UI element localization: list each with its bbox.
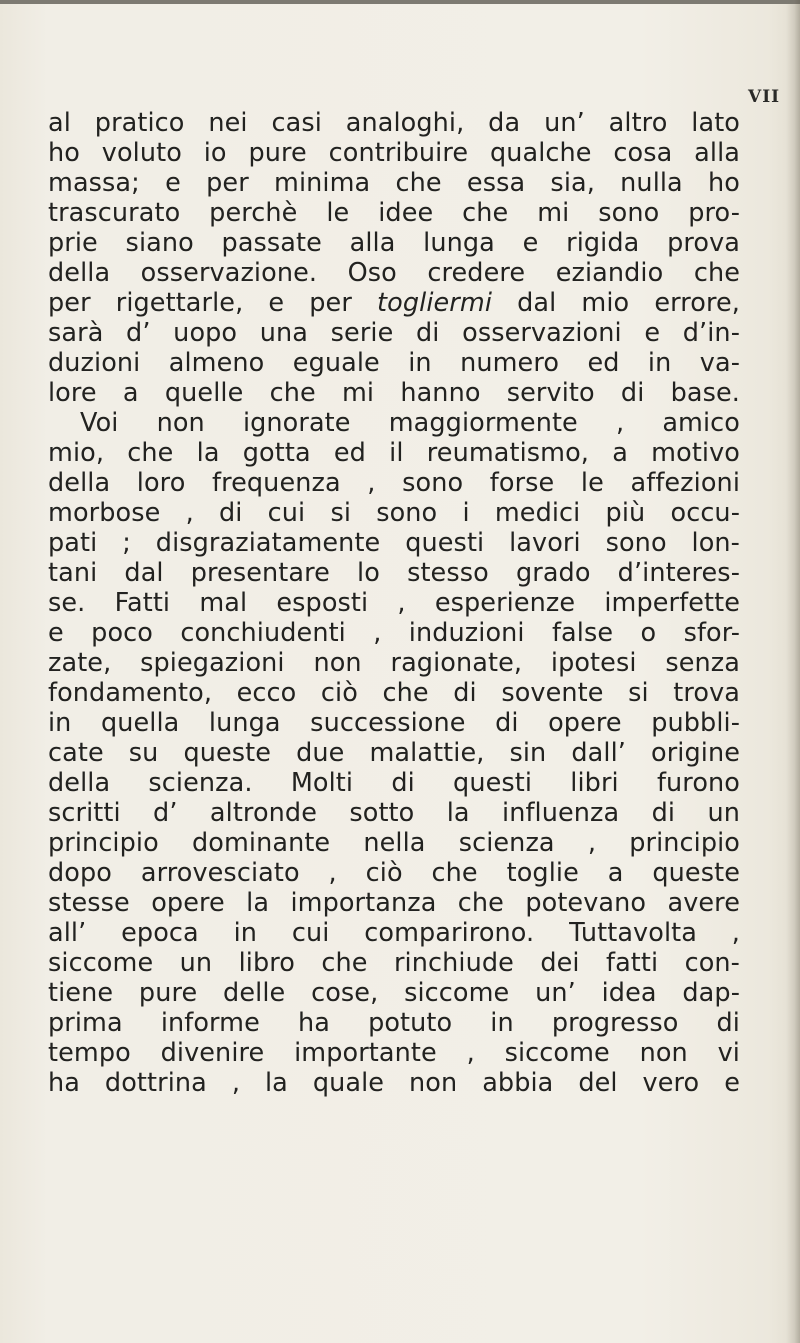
text-line: prima informe ha potuto in progresso di — [48, 1008, 740, 1038]
text-line: sarà d’ uopo una serie di osservazioni e d’in- — [48, 318, 740, 348]
italic-word: togliermi — [377, 288, 492, 318]
text-line: lore a quelle che mi hanno servito di base. — [48, 378, 740, 408]
text-line: principio dominante nella scienza , principio — [48, 828, 740, 858]
paragraph-start-line: Voi non ignorate maggiormente , amico — [80, 408, 740, 438]
text-line: zate, spiegazioni non ragionate, ipotesi senza — [48, 648, 740, 678]
text-line: ho voluto io pure contribuire qualche cosa alla — [48, 138, 740, 168]
text-line: all’ epoca in cui comparirono. Tuttavolta , — [48, 918, 740, 948]
text-segment: per rigettarle, e per — [48, 288, 352, 318]
text-line: fondamento, ecco ciò che di sovente si trova — [48, 678, 740, 708]
text-line: trascurato perchè le idee che mi sono pro- — [48, 198, 740, 228]
text-line: pati ; disgraziatamente questi lavori sono lon- — [48, 528, 740, 558]
text-segment: dal mio errore, — [517, 288, 740, 318]
page-number: VII — [748, 87, 781, 107]
top-edge-rule — [0, 0, 800, 4]
text-line: della osservazione. Oso credere eziandio che — [48, 258, 740, 288]
text-line: al pratico nei casi analoghi, da un’ altro lato — [48, 108, 740, 138]
text-line — [48, 288, 740, 318]
text-line: duzioni almeno eguale in numero ed in va- — [48, 348, 740, 378]
text-line: ha dottrina , la quale non abbia del vero e — [48, 1068, 740, 1098]
text-line: della loro frequenza , sono forse le affezioni — [48, 468, 740, 498]
text-line: della scienza. Molti di questi libri furono — [48, 768, 740, 798]
text-line: prie siano passate alla lunga e rigida prova — [48, 228, 740, 258]
body-text — [48, 108, 740, 1098]
text-line: tiene pure delle cose, siccome un’ idea dap- — [48, 978, 740, 1008]
text-line: dopo arrovesciato , ciò che toglie a queste — [48, 858, 740, 888]
page-binding-shadow — [786, 0, 800, 1343]
text-line: in quella lunga successione di opere pubbli- — [48, 708, 740, 738]
text-line: siccome un libro che rinchiude dei fatti con- — [48, 948, 740, 978]
text-line: scritti d’ altronde sotto la influenza di un — [48, 798, 740, 828]
text-line: stesse opere la importanza che potevano avere — [48, 888, 740, 918]
text-line: morbose , di cui si sono i medici più occu- — [48, 498, 740, 528]
text-line: e poco conchiudenti , induzioni false o sfor- — [48, 618, 740, 648]
text-line: tempo divenire importante , siccome non vi — [48, 1038, 740, 1068]
text-line: massa; e per minima che essa sia, nulla ho — [48, 168, 740, 198]
text-line: cate su queste due malattie, sin dall’ origine — [48, 738, 740, 768]
text-line: tani dal presentare lo stesso grado d’interes- — [48, 558, 740, 588]
text-line: mio, che la gotta ed il reumatismo, a motivo — [48, 438, 740, 468]
text-line: se. Fatti mal esposti , esperienze imperfette — [48, 588, 740, 618]
